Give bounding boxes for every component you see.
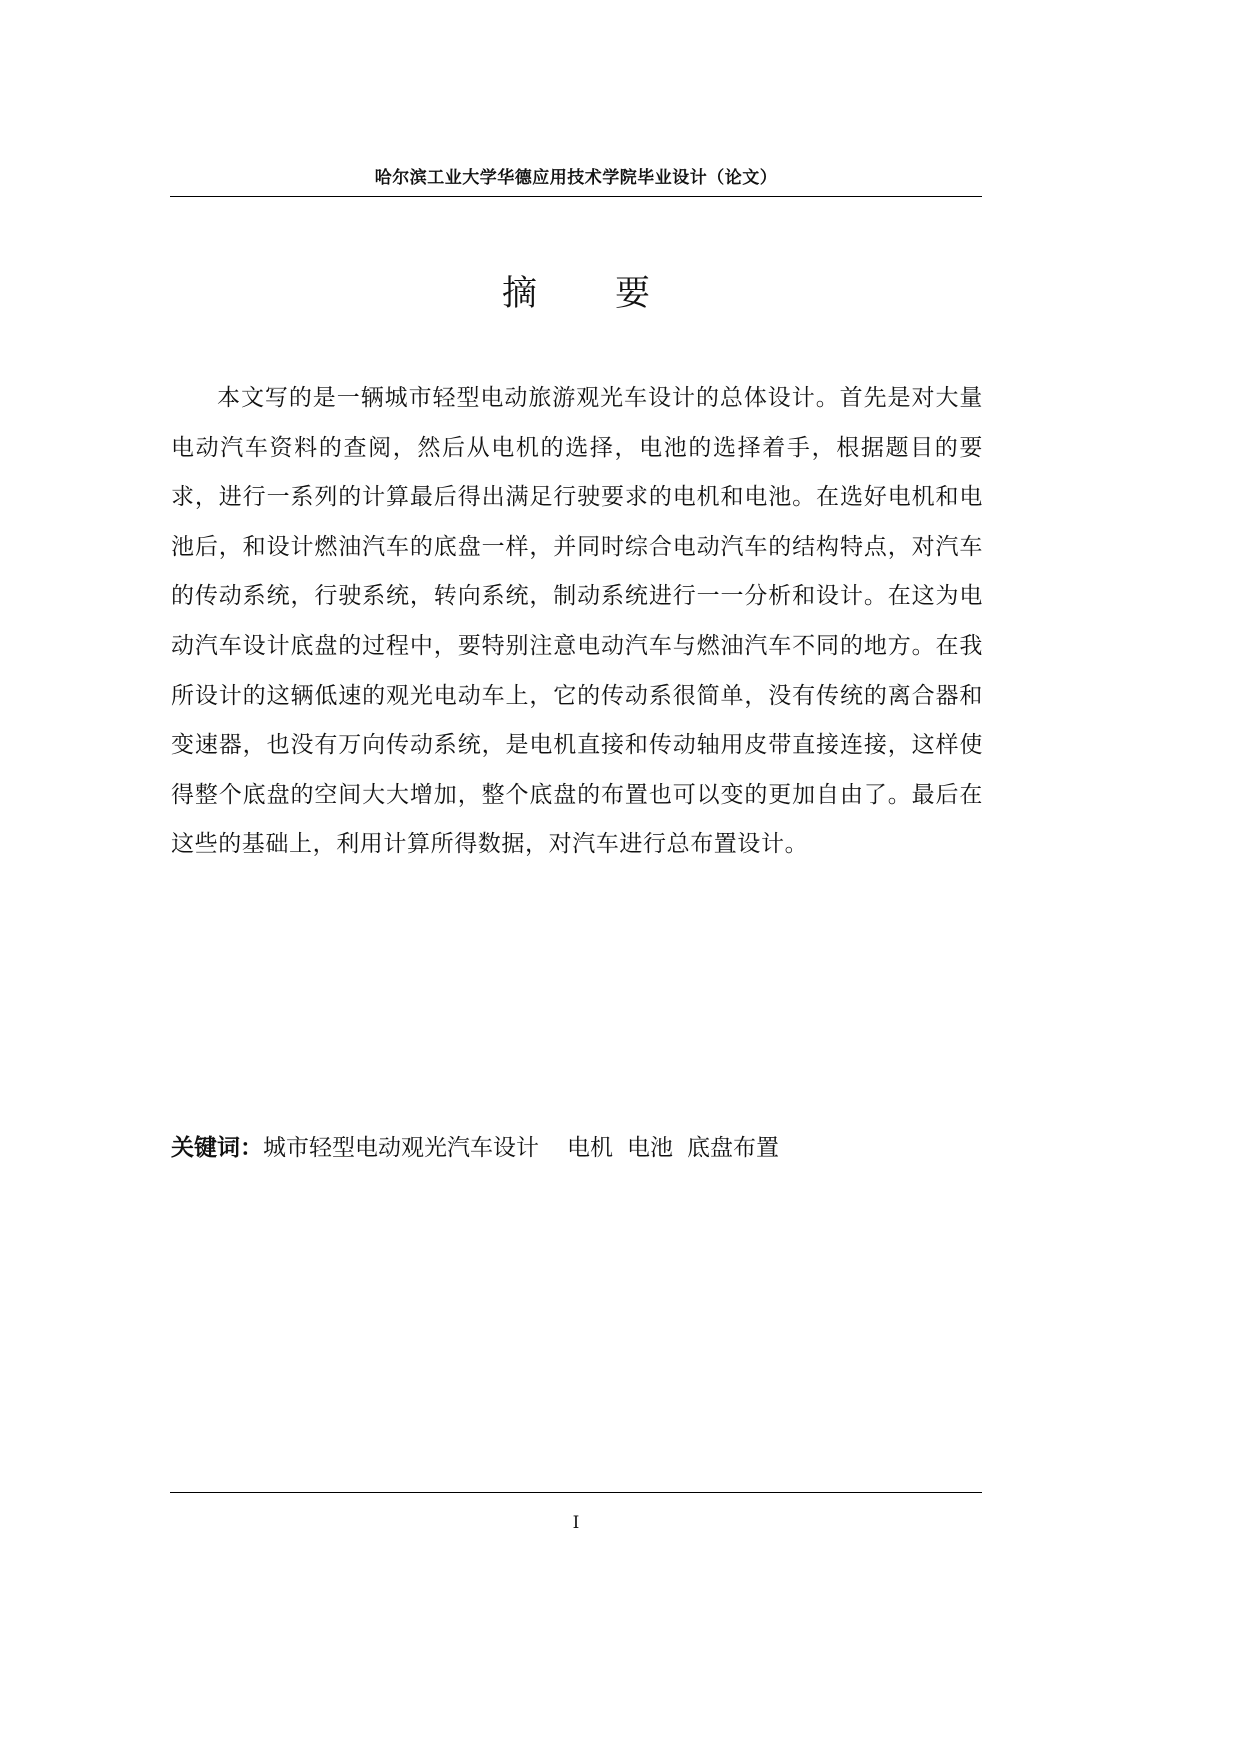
abstract-title-char-2: 要 bbox=[615, 274, 651, 314]
keywords-line bbox=[171, 1131, 983, 1165]
keyword-item: 电机 bbox=[567, 1135, 613, 1161]
keyword-item: 底盘布置 bbox=[687, 1135, 779, 1161]
page-number: I bbox=[572, 1513, 580, 1533]
keywords-label: 关键词： bbox=[171, 1135, 263, 1161]
abstract-title bbox=[170, 272, 982, 316]
footer-divider bbox=[170, 1492, 982, 1493]
keyword-item: 城市轻型电动观光汽车设计 bbox=[263, 1135, 539, 1161]
page-header bbox=[170, 166, 982, 197]
header-title: 哈尔滨工业大学华德应用技术学院毕业设计（论文） bbox=[374, 168, 778, 188]
abstract-title-char-1: 摘 bbox=[501, 274, 537, 314]
keyword-item: 电池 bbox=[627, 1135, 673, 1161]
abstract-body: 本文写的是一辆城市轻型电动旅游观光车设计的总体设计。首先是对大量电动汽车资料的查阅，然后从电机的选择，电池的选择着手，根据题目的要求，进行一系列的计算最后得出满足行驶要求的电机和电池。在选好电机和电池后，和设计燃油汽车的底盘一样，并同时综合电动汽车的结构特点，对汽车的传动系统，行驶系统，转向系统，制动系统进行一一分析和设计。在这为电动汽车设计底盘的过程中，要特别注意电动汽车与燃油汽车不同的地方。在我所设计的这辆低速的观光电动车上，它的传动系很简单，没有传统的离合器和变速器，也没有万向传动系统，是电机直接和传动轴用皮带直接连接，这样使得整个底盘的空间大大增加，整个底盘的布置也可以变的更加自由了。最后在这些的基础上，利用计算所得数据，对汽车进行总布置设计。 bbox=[171, 385, 983, 858]
